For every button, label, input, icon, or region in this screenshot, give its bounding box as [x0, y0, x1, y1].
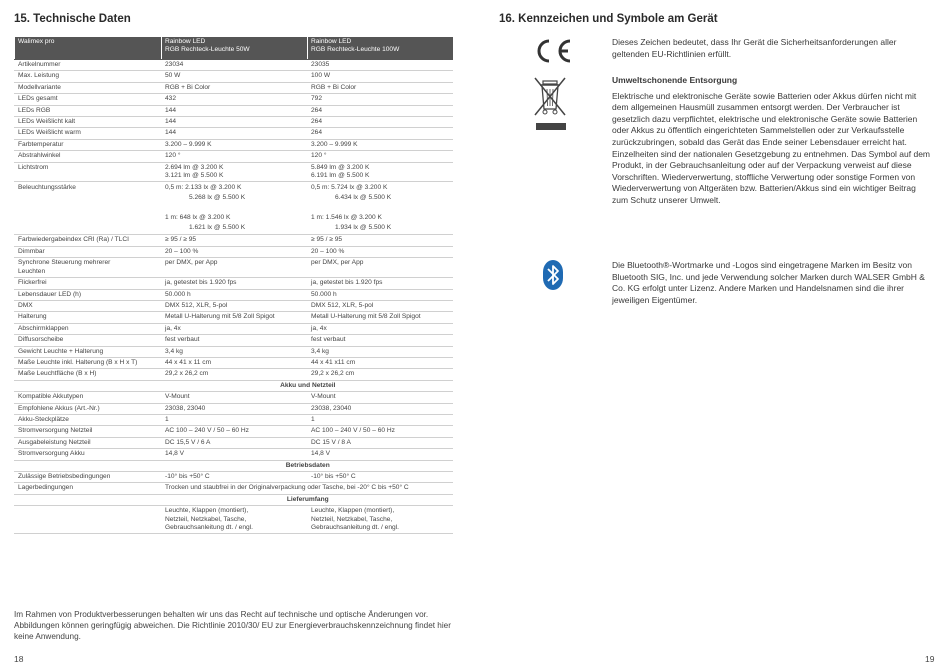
table-cell: Zulässige Betriebsbedingungen — [15, 472, 162, 483]
table-cell: ja, 4x — [308, 323, 453, 334]
table-row — [15, 151, 453, 162]
table-cell: Abstrahlwinkel — [15, 151, 162, 162]
table-row — [15, 246, 453, 257]
table-section-label: Lieferumfang — [162, 494, 453, 505]
table-row — [15, 94, 453, 105]
table-cell: Metall U-Halterung mit 5/8 Zoll Spigot — [162, 312, 308, 323]
bluetooth-icon — [543, 260, 563, 290]
table-cell: DMX — [15, 300, 162, 311]
table-cell: 14,8 V — [308, 449, 453, 460]
table-row — [15, 235, 453, 246]
table-cell: 120 ° — [308, 151, 453, 162]
illuminance-line: 1.621 lx @ 5.500 K — [189, 224, 246, 232]
table-cell: 432 — [162, 94, 308, 105]
table-row — [15, 426, 453, 437]
footnote: Im Rahmen von Produktverbesserungen behalten wir uns das Recht auf technische und optische Änderungen vor. Abbildungen können geringfügig abweichen. Die Richtlinie 2010/30/ EU zur Energieverbrauchskennzeichnung findet hier keine Anwendung. — [14, 610, 451, 641]
ce-description: Dieses Zeichen bedeutet, dass Ihr Gerät die Sicherheitsanforderungen aller geltenden EU-Richtlinien erfüllt. — [612, 37, 897, 59]
table-cell: 1 — [308, 414, 453, 425]
table-row — [15, 312, 453, 323]
table-cell: ≥ 95 / ≥ 95 — [308, 235, 453, 246]
table-cell: LEDs Weißlicht warm — [15, 128, 162, 139]
table-cell: Farbwiedergabeindex CRI (Ra) / TLCI — [15, 235, 162, 246]
table-cell: Synchrone Steuerung mehrerer Leuchten — [15, 258, 162, 278]
table-cell: 5.849 lm @ 3.200 K 6.191 lm @ 5.500 K — [308, 162, 453, 182]
table-cell: 23034 — [162, 60, 308, 71]
table-header-row — [15, 37, 453, 60]
table-section-row — [15, 460, 453, 471]
table-cell: LEDs gesamt — [15, 94, 162, 105]
table-cell: ≥ 95 / ≥ 95 — [162, 235, 308, 246]
table-cell — [308, 182, 453, 235]
table-section-label: Betriebsdaten — [162, 460, 453, 471]
table-cell: Modellvariante — [15, 82, 162, 93]
table-row — [15, 162, 453, 182]
table-row — [15, 60, 453, 71]
section-heading-technical-data: 15. Technische Daten — [14, 13, 131, 25]
table-cell: fest verbaut — [162, 335, 308, 346]
table-cell: DMX 512, XLR, 5-pol — [162, 300, 308, 311]
table-cell: 264 — [308, 128, 453, 139]
table-row — [15, 414, 453, 425]
table-cell: fest verbaut — [308, 335, 453, 346]
table-cell: 144 — [162, 105, 308, 116]
table-cell: Ausgabeleistung Netzteil — [15, 437, 162, 448]
table-row — [15, 323, 453, 334]
table-cell: 264 — [308, 105, 453, 116]
bluetooth-description: Die Bluetooth®-Wortmarke und -Logos sind eingetragene Marken im Besitz von Bluetooth SIG, Inc. und jede Verwendung solcher Marken durch WALSER GmbH & Co. KG erfolgt unter Lizenz. Andere Marken und Handelsnamen sind die ihrer jeweiligen Eigentümer. — [612, 260, 925, 305]
table-cell: 1 — [162, 414, 308, 425]
table-cell: 44 x 41 x11 cm — [308, 357, 453, 368]
table-cell: Flickerfrei — [15, 278, 162, 289]
table-cell: 44 x 41 x 11 cm — [162, 357, 308, 368]
table-cell: V-Mount — [162, 392, 308, 403]
table-cell: per DMX, per App — [308, 258, 453, 278]
table-row — [15, 105, 453, 116]
table-cell: Dimmbar — [15, 246, 162, 257]
table-row — [15, 346, 453, 357]
table-cell: Empfohlene Akkus (Art.-Nr.) — [15, 403, 162, 414]
table-cell: 23035 — [308, 60, 453, 71]
table-cell: 792 — [308, 94, 453, 105]
table-cell: Leuchte, Klappen (montiert), Netzteil, Netzkabel, Tasche, Gebrauchsanleitung dt. / engl. — [308, 506, 453, 534]
table-cell: 100 W — [308, 71, 453, 82]
table-cell: 23038, 23040 — [308, 403, 453, 414]
table-cell: per DMX, per App — [162, 258, 308, 278]
table-cell: Stromversorgung Netzteil — [15, 426, 162, 437]
table-cell: DC 15 V / 8 A — [308, 437, 453, 448]
table-cell: 20 – 100 % — [308, 246, 453, 257]
table-cell: Leuchte, Klappen (montiert), Netzteil, Netzkabel, Tasche, Gebrauchsanleitung dt. / engl. — [162, 506, 308, 534]
table-cell: Gewicht Leuchte + Halterung — [15, 346, 162, 357]
table-cell: RGB + Bi Color — [162, 82, 308, 93]
table-cell — [15, 506, 162, 534]
table-section-row — [15, 494, 453, 505]
table-row — [15, 182, 453, 235]
table-cell: Halterung — [15, 312, 162, 323]
table-row — [15, 300, 453, 311]
table-cell: 14,8 V — [162, 449, 308, 460]
table-row — [15, 289, 453, 300]
table-cell: 144 — [162, 128, 308, 139]
table-cell: DC 15,5 V / 6 A — [162, 437, 308, 448]
table-row — [15, 278, 453, 289]
weee-description: Elektrische und elektronische Geräte sowie Batterien oder Akkus dürfen nicht mit dem allgemeinen Hausmüll zusammen entsorgt werden. Der Verbraucher ist gesetzlich dazu verpflichtet, elektrische und elektronische Geräte sowie Batterien oder Akkus zu öffentlich eingerichteten Sammelstellen oder zur Verkaufsstelle zurückzubringen, sobald das Gerät das Ende seiner Lebensdauer erreicht hat. Einzelheiten sind der nationalen Gesetzgebung zu entnehmen. Das Symbol auf dem Produkt, in der Gebrauchsanleitung oder auf der Verpackung verweist auf diese Vorschriften. Wiederverwertung, stoffliche Verwertung oder sonstige Formen von Wiederverwertung von Altgeräten bzw. Batterien/Akkus sind ein wichtiger Beitrag zum Schutz unserer Umwelt. — [612, 90, 931, 205]
table-row — [15, 472, 453, 483]
table-header-cell: Rainbow LED RGB Rechteck-Leuchte 100W — [308, 37, 453, 60]
table-row — [15, 128, 453, 139]
table-cell: Maße Leuchte inkl. Halterung (B x H x T) — [15, 357, 162, 368]
table-cell: 120 ° — [162, 151, 308, 162]
table-cell — [15, 460, 162, 471]
table-cell: 50 W — [162, 71, 308, 82]
table-row — [15, 258, 453, 278]
table-row — [15, 82, 453, 93]
illuminance-line: 1.934 lx @ 5.500 K — [335, 224, 392, 232]
table-cell: Kompatible Akkutypen — [15, 392, 162, 403]
table-cell: Lebensdauer LED (h) — [15, 289, 162, 300]
table-cell: AC 100 – 240 V / 50 – 60 Hz — [308, 426, 453, 437]
section-heading-symbols: 16. Kennzeichen und Symbole am Gerät — [499, 13, 718, 25]
ce-mark-icon — [533, 37, 575, 65]
table-header-cell: Rainbow LED RGB Rechteck-Leuchte 50W — [162, 37, 308, 60]
table-cell: DMX 512, XLR, 5-pol — [308, 300, 453, 311]
table-cell: Lagerbedingungen — [15, 483, 162, 494]
weee-block — [612, 75, 932, 207]
table-row — [15, 437, 453, 448]
crossed-out-bin-icon — [532, 75, 572, 135]
table-row — [15, 369, 453, 380]
table-row — [15, 506, 453, 534]
table-header-cell: Walimex pro — [15, 37, 162, 60]
table-cell: Artikelnummer — [15, 60, 162, 71]
table-cell: LEDs RGB — [15, 105, 162, 116]
table-cell: Akku-Steckplätze — [15, 414, 162, 425]
table-cell: ja, getestet bis 1.920 fps — [308, 278, 453, 289]
weee-title: Umweltschonende Entsorgung — [612, 75, 738, 85]
page-number-right: 19 — [925, 654, 935, 664]
table-cell — [162, 182, 308, 235]
illuminance-line: 5.268 lx @ 5.500 K — [189, 194, 246, 202]
table-section-row — [15, 380, 453, 391]
illuminance-line: 6.434 lx @ 5.500 K — [335, 194, 392, 202]
table-cell: AC 100 – 240 V / 50 – 60 Hz — [162, 426, 308, 437]
table-cell: -10° bis +50° C — [162, 472, 308, 483]
table-cell: 2.694 lm @ 3.200 K 3.121 lm @ 5.500 K — [162, 162, 308, 182]
table-cell: Farbtemperatur — [15, 139, 162, 150]
table-cell: Stromversorgung Akku — [15, 449, 162, 460]
table-cell: Beleuchtungsstärke — [15, 182, 162, 235]
table-cell: Trocken und staubfrei in der Originalverpackung oder Tasche, bei -20° C bis +50° C — [162, 483, 453, 494]
table-row — [15, 392, 453, 403]
table-cell: LEDs Weißlicht kalt — [15, 117, 162, 128]
table-cell: -10° bis +50° C — [308, 472, 453, 483]
table-cell: 3.200 – 9.999 K — [162, 139, 308, 150]
table-cell: 29,2 x 26,2 cm — [162, 369, 308, 380]
table-cell: Abschirmklappen — [15, 323, 162, 334]
table-cell: 50.000 h — [308, 289, 453, 300]
table-cell: Max. Leistung — [15, 71, 162, 82]
table-cell: Maße Leuchtfläche (B x H) — [15, 369, 162, 380]
table-cell: Diffusorscheibe — [15, 335, 162, 346]
table-row — [15, 117, 453, 128]
table-section-label: Akku und Netzteil — [162, 380, 453, 391]
table-cell: 3,4 kg — [308, 346, 453, 357]
table-cell: 3.200 – 9.999 K — [308, 139, 453, 150]
table-cell: ja, 4x — [162, 323, 308, 334]
table-row — [15, 139, 453, 150]
table-row — [15, 483, 453, 494]
page-number-left: 18 — [14, 654, 24, 664]
table-cell: Lichtstrom — [15, 162, 162, 182]
table-row — [15, 449, 453, 460]
table-cell: 20 – 100 % — [162, 246, 308, 257]
table-row — [15, 71, 453, 82]
spec-table — [14, 37, 453, 534]
table-cell: 144 — [162, 117, 308, 128]
table-cell: 264 — [308, 117, 453, 128]
illuminance-line: 0,5 m: 5.724 lx @ 3.200 K — [311, 184, 388, 192]
table-cell: RGB + Bi Color — [308, 82, 453, 93]
table-cell — [15, 380, 162, 391]
table-cell: ja, getestet bis 1.920 fps — [162, 278, 308, 289]
table-cell: V-Mount — [308, 392, 453, 403]
illuminance-line — [165, 203, 305, 213]
table-cell — [15, 494, 162, 505]
table-cell: Metall U-Halterung mit 5/8 Zoll Spigot — [308, 312, 453, 323]
table-row — [15, 357, 453, 368]
illuminance-line — [311, 203, 451, 213]
table-row — [15, 335, 453, 346]
table-cell: 23038, 23040 — [162, 403, 308, 414]
illuminance-line: 1 m: 648 lx @ 3.200 K — [165, 214, 231, 222]
illuminance-line: 1 m: 1.546 lx @ 3.200 K — [311, 214, 382, 222]
illuminance-line: 0,5 m: 2.133 lx @ 3.200 K — [165, 184, 242, 192]
table-cell: 50.000 h — [162, 289, 308, 300]
table-cell: 3,4 kg — [162, 346, 308, 357]
table-row — [15, 403, 453, 414]
table-cell: 29,2 x 26,2 cm — [308, 369, 453, 380]
